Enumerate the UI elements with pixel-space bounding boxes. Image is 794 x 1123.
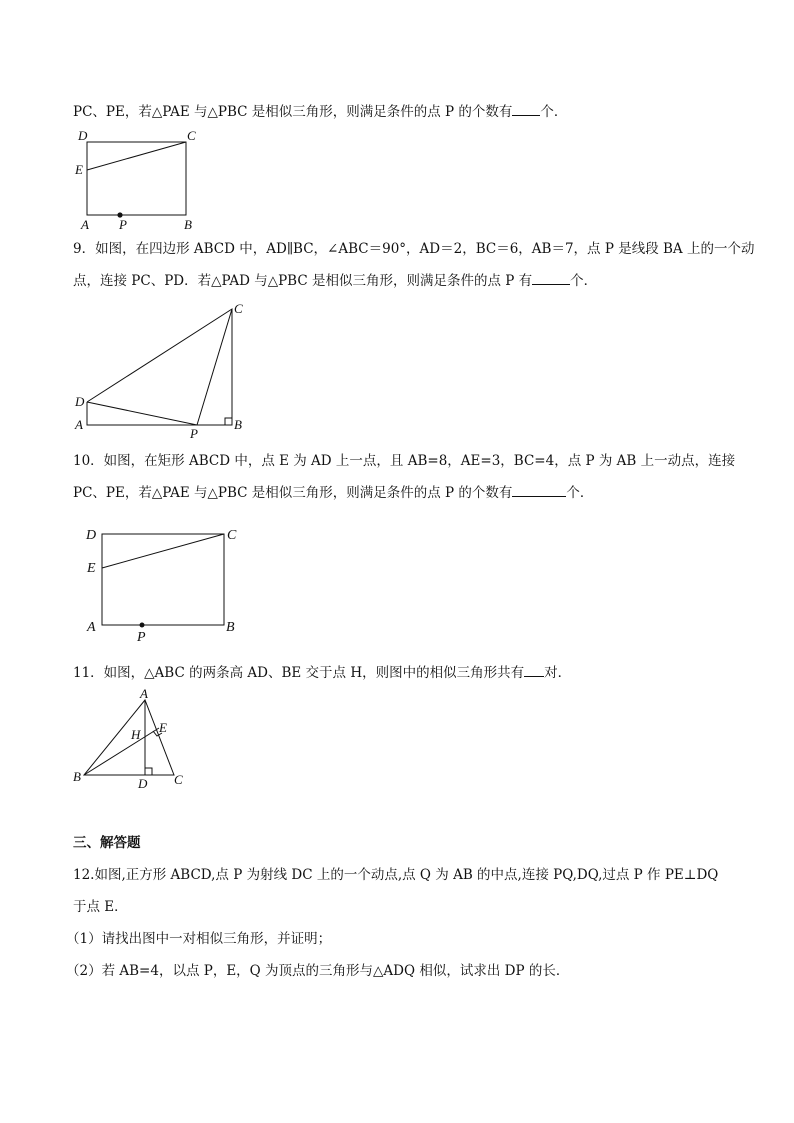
q10-label-c: C bbox=[227, 528, 237, 543]
q12-part1: （1）请找出图中一对相似三角形，并证明； bbox=[66, 931, 332, 947]
q9-line1: 9．如图，在四边形 ABCD 中，AD∥BC，∠ABC＝90°，AD＝2，BC＝6，AB＝7，点 P 是线段 BA 上的一个动 bbox=[73, 241, 755, 257]
q8-label-d: D bbox=[78, 128, 88, 143]
q10-answer-blank[interactable] bbox=[512, 484, 566, 497]
q9-figure bbox=[70, 298, 260, 440]
q8-label-e: E bbox=[75, 162, 83, 177]
q10-figure bbox=[80, 520, 250, 644]
q11-label-d: D bbox=[138, 776, 148, 791]
q10-text-a: PC、PE，若△PAE 与△PBC 是相似三角形，则满足条件的点 P 的个数有 bbox=[73, 485, 513, 501]
q8-answer-blank[interactable] bbox=[512, 103, 540, 116]
q10-label-a: A bbox=[87, 620, 96, 635]
q8-figure bbox=[70, 126, 210, 234]
q9-label-d: D bbox=[75, 394, 85, 409]
q9-line2 bbox=[73, 272, 597, 290]
q11-label-a: A bbox=[140, 686, 148, 701]
q11-text-b: 对． bbox=[544, 665, 572, 681]
q8-label-c: C bbox=[187, 128, 196, 143]
q10-line2 bbox=[73, 484, 593, 502]
q11-figure bbox=[68, 686, 198, 794]
q11-answer-blank[interactable] bbox=[524, 664, 544, 677]
q10-label-p: P bbox=[137, 630, 146, 645]
section-heading: 三、解答题 bbox=[73, 835, 141, 851]
q10-label-b: B bbox=[226, 620, 235, 635]
q8-label-b: B bbox=[184, 217, 192, 232]
q11-text-a: 11．如图，△ABC 的两条高 AD、BE 交于点 H，则图中的相似三角形共有 bbox=[73, 665, 525, 681]
q10-text-b: 个． bbox=[566, 485, 594, 501]
q11-label-b: B bbox=[73, 769, 81, 784]
q10-line1: 10．如图，在矩形 ABCD 中，点 E 为 AD 上一点，且 AB=8，AE=3，BC=4，点 P 为 AB 上一动点，连接 bbox=[73, 453, 736, 469]
q12-part2: （2）若 AB=4，以点 P，E，Q 为顶点的三角形与△ADQ 相似，试求出 DP 的长． bbox=[66, 963, 570, 979]
q12-line1: 12.如图,正方形 ABCD,点 P 为射线 DC 上的一个动点,点 Q 为 AB 的中点,连接 PQ,DQ,过点 P 作 PE⊥DQ bbox=[73, 867, 719, 883]
q8-text-a: PC、PE，若△PAE 与△PBC 是相似三角形，则满足条件的点 P 的个数有 bbox=[73, 104, 513, 120]
q10-point-p bbox=[140, 623, 145, 628]
q8-text-b: 个． bbox=[540, 104, 568, 120]
q11-label-c: C bbox=[174, 772, 183, 787]
q8-text bbox=[73, 103, 567, 121]
q8-label-a: A bbox=[81, 217, 89, 232]
q11-label-h: H bbox=[131, 727, 141, 742]
q11-text bbox=[73, 664, 571, 682]
q10-label-e: E bbox=[87, 561, 96, 576]
q11-label-e: E bbox=[159, 720, 167, 735]
q9-answer-blank[interactable] bbox=[532, 272, 570, 285]
q12-line2: 于点 E． bbox=[73, 899, 128, 915]
q10-label-d: D bbox=[86, 528, 97, 543]
q9-text-b: 个． bbox=[570, 273, 598, 289]
q9-label-c: C bbox=[234, 301, 243, 316]
q9-label-p: P bbox=[190, 426, 198, 441]
q9-label-a: A bbox=[75, 417, 83, 432]
q8-label-p: P bbox=[119, 217, 127, 232]
q9-label-b: B bbox=[234, 417, 242, 432]
q9-text-a: 点，连接 PC、PD．若△PAD 与△PBC 是相似三角形，则满足条件的点 P 有 bbox=[73, 273, 533, 289]
